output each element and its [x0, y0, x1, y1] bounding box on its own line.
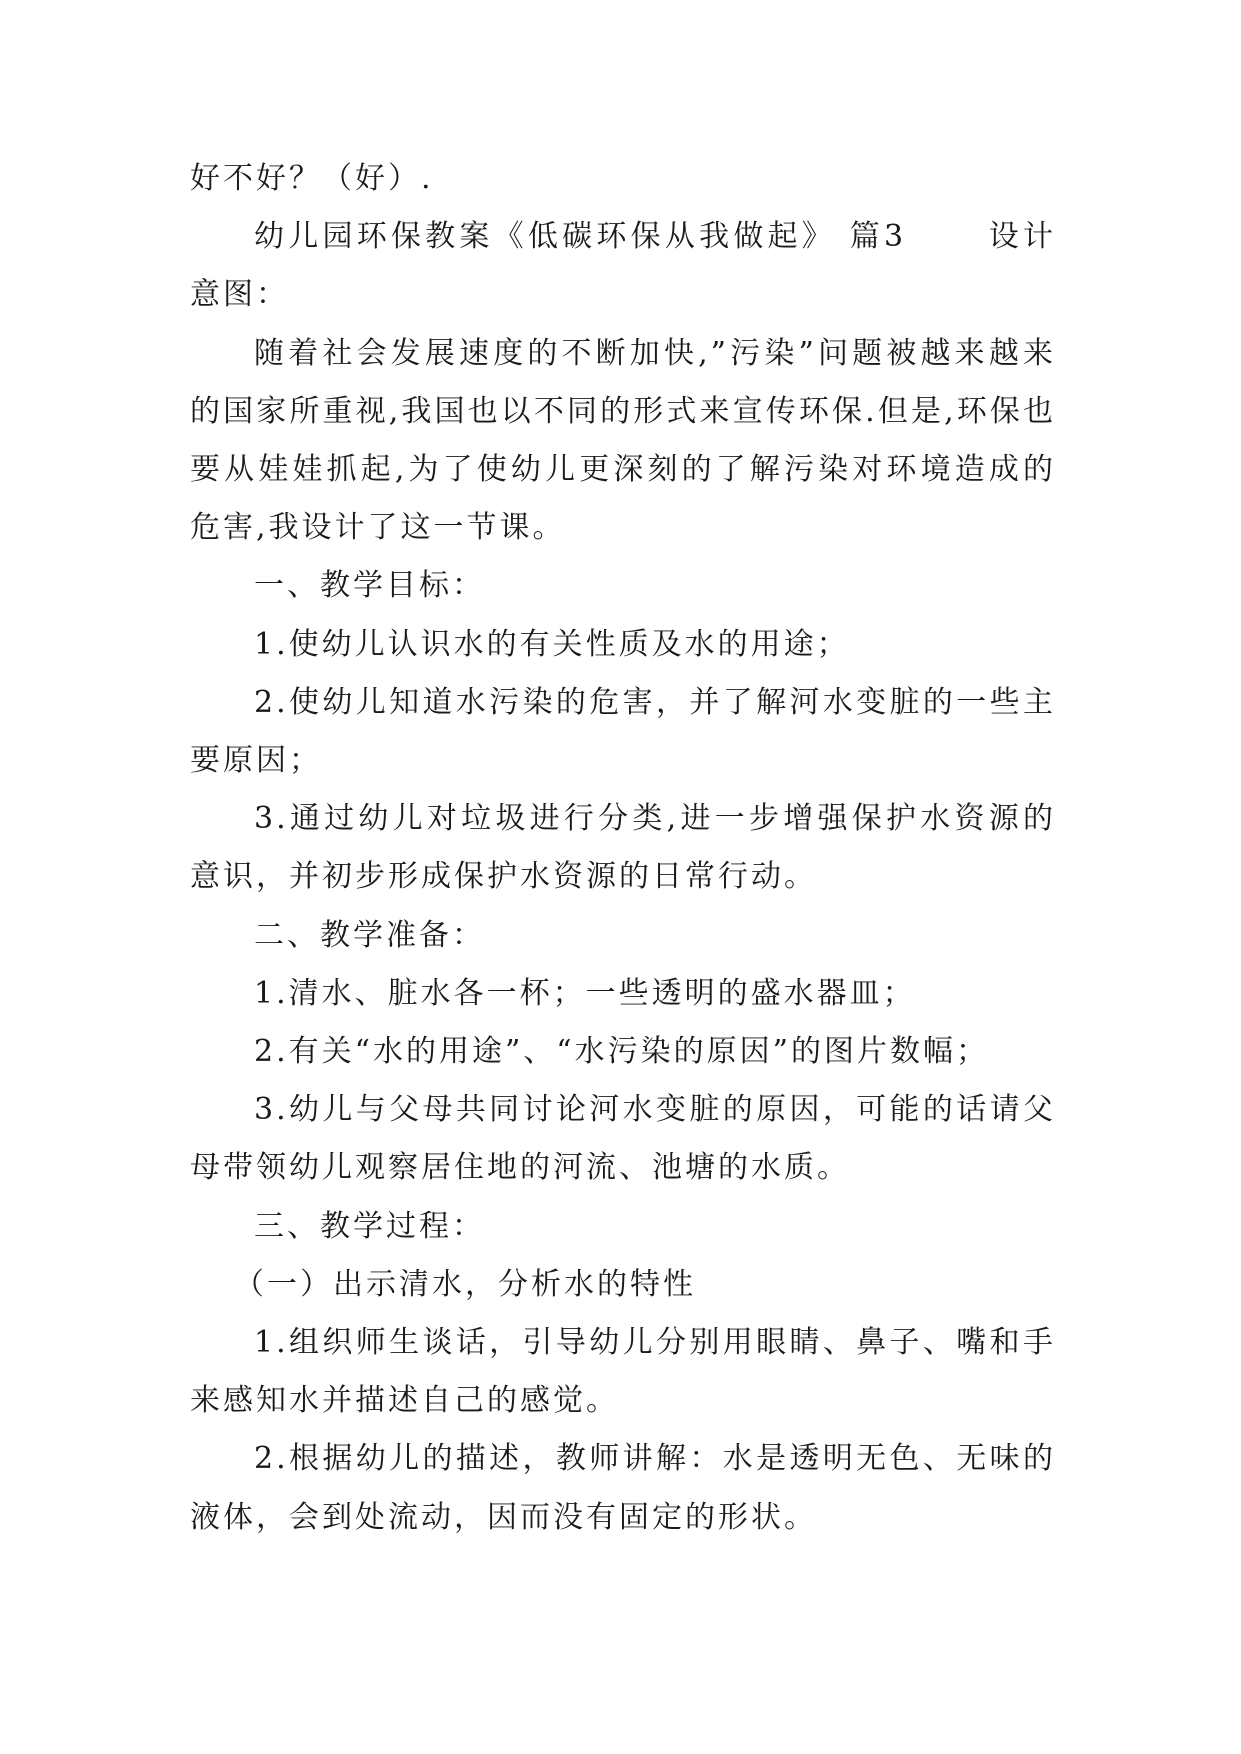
goal-item-1: 1.使幼儿认识水的有关性质及水的用途； [254, 626, 850, 662]
subheading-show-clean-water: （一）出示清水，分析水的特性 [234, 1266, 696, 1302]
heading-teaching-process: 三、教学过程： [254, 1208, 485, 1244]
goal-item-3: 3.通过幼儿对垃圾进行分类,进一步增强保护水资源的意识，并初步形成保护水资源的日常行动。 [190, 801, 1056, 895]
process-item-1: 1.组织师生谈话，引导幼儿分别用眼睛、鼻子、嘴和手来感知水并描述自己的感觉。 [190, 1325, 1056, 1419]
paragraph-design-intent: 随着社会发展速度的不断加快,”污染”问题被越来越来的国家所重视,我国也以不同的形式来宣传环保.但是,环保也要从娃娃抓起,为了使幼儿更深刻的了解污染对环境造成的危害,我设计了这一节课。 [190, 335, 1056, 546]
heading-teaching-goals: 一、教学目标： [254, 568, 485, 604]
preparation-item-1: 1.清水、脏水各一杯；一些透明的盛水器皿； [254, 975, 916, 1011]
section-heading-design-intent: 幼儿园环保教案《低碳环保从我做起》 篇3 设计意图： [190, 219, 1056, 313]
document-page [190, 150, 1056, 1547]
preparation-item-3: 3.幼儿与父母共同讨论河水变脏的原因，可能的话请父母带领幼儿观察居住地的河流、池塘的水质。 [190, 1092, 1056, 1186]
goal-item-2: 2.使幼儿知道水污染的危害，并了解河水变脏的一些主要原因； [190, 684, 1056, 779]
process-item-2: 2.根据幼儿的描述，教师讲解：水是透明无色、无味的液体，会到处流动，因而没有固定的形状。 [190, 1441, 1056, 1535]
preparation-item-2: 2.有关“水的用途”、“水污染的原因”的图片数幅； [254, 1034, 989, 1070]
heading-teaching-preparation: 二、教学准备： [254, 917, 485, 953]
paragraph-continuation: 好不好？（好）. [190, 161, 434, 196]
